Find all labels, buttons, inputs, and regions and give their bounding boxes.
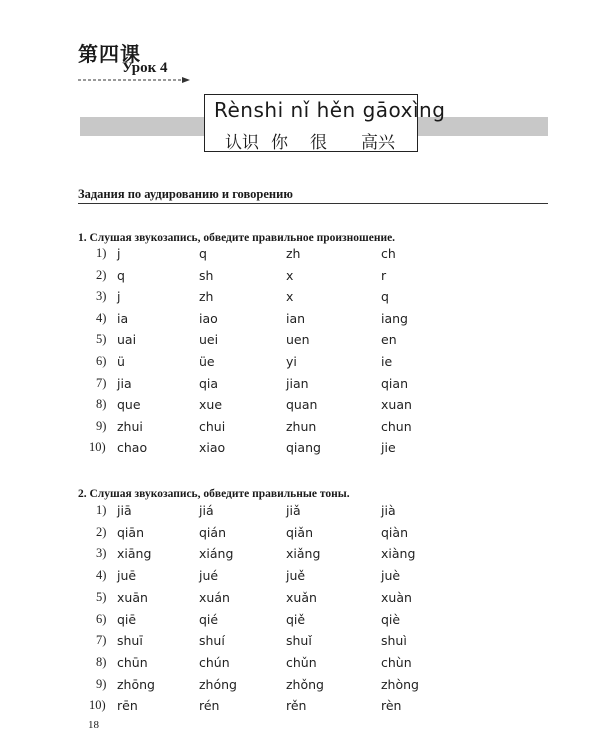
row-number: 10) [89, 698, 106, 713]
answer-option[interactable]: ch [381, 246, 396, 261]
answer-option[interactable]: que [117, 397, 141, 413]
answer-option[interactable]: zhōng [117, 676, 155, 692]
exercise-row [0, 289, 600, 309]
answer-option[interactable]: xuǎn [286, 589, 317, 605]
exercise-row [0, 397, 600, 417]
exercise-row [0, 612, 600, 632]
row-number: 9) [96, 418, 107, 433]
answer-option[interactable]: shuǐ [286, 633, 312, 649]
answer-option[interactable]: chun [381, 418, 412, 434]
lesson-title-russian: Урок 4 [122, 60, 168, 76]
answer-option[interactable]: qiān [117, 524, 144, 540]
exercise-row [0, 376, 600, 396]
answer-option[interactable]: yi [286, 354, 297, 369]
answer-option[interactable]: chún [199, 654, 230, 670]
answer-option[interactable]: qiè [381, 611, 401, 627]
exercise-row [0, 568, 600, 588]
answer-option[interactable]: ie [381, 354, 393, 369]
lesson-arrow-underline [78, 76, 190, 84]
answer-option[interactable]: jiá [199, 503, 214, 518]
answer-option[interactable]: ia [117, 310, 129, 326]
answer-option[interactable]: qiǎn [286, 524, 313, 540]
row-number: 7) [96, 375, 107, 390]
answer-option[interactable]: x [286, 289, 294, 305]
row-number: 10) [89, 440, 106, 455]
answer-option[interactable]: zh [199, 289, 214, 305]
answer-option[interactable]: j [117, 289, 121, 305]
answer-option[interactable]: uei [199, 332, 219, 348]
row-number: 5) [96, 332, 107, 347]
title-hanzi-ni: 你 [271, 133, 288, 153]
exercise-row [0, 503, 600, 523]
answer-option[interactable]: ian [286, 310, 306, 326]
answer-option[interactable]: jia [117, 375, 132, 391]
row-number: 6) [96, 611, 107, 626]
row-number: 1) [96, 246, 107, 260]
answer-option[interactable]: r [381, 267, 387, 283]
answer-option[interactable]: chui [199, 418, 226, 434]
answer-option[interactable]: jué [199, 568, 219, 584]
answer-option[interactable]: sh [199, 267, 214, 283]
exercise-row [0, 268, 600, 288]
answer-option[interactable]: rèn [381, 698, 402, 714]
section-heading: Задания по аудированию и говорению [78, 187, 293, 201]
row-number: 8) [96, 397, 107, 412]
answer-option[interactable]: xiǎng [286, 546, 321, 562]
answer-option[interactable]: chao [117, 440, 148, 456]
answer-option[interactable]: jià [381, 503, 396, 518]
answer-option[interactable]: q [199, 246, 207, 261]
answer-option[interactable]: juè [381, 568, 401, 584]
answer-option[interactable]: chūn [117, 654, 148, 670]
exercise-1-instruction: 1. Слушая звукозапись, обведите правильное произношение. [78, 232, 396, 244]
title-hanzi-renshi: 认识 [225, 133, 259, 153]
answer-option[interactable]: rěn [286, 698, 307, 714]
answer-option[interactable]: uen [286, 332, 310, 348]
exercise-row [0, 419, 600, 439]
answer-option[interactable]: iang [381, 310, 408, 326]
answer-option[interactable]: qia [199, 375, 219, 391]
exercise-row [0, 311, 600, 331]
answer-option[interactable]: qié [199, 611, 219, 627]
answer-option[interactable]: zhǒng [286, 676, 324, 692]
answer-option[interactable]: zhui [117, 418, 143, 434]
answer-option[interactable]: qián [199, 524, 226, 540]
row-number: 5) [96, 589, 107, 604]
answer-option[interactable]: zhóng [199, 676, 237, 692]
exercise-row [0, 440, 600, 460]
row-number: 3) [96, 289, 107, 304]
answer-option[interactable]: juě [286, 568, 306, 584]
answer-option[interactable]: q [381, 289, 389, 305]
row-number: 3) [96, 546, 107, 561]
answer-option[interactable]: iao [199, 310, 218, 326]
answer-option[interactable]: jian [286, 375, 309, 391]
answer-option[interactable]: xuàn [381, 589, 412, 605]
answer-option[interactable]: rén [199, 698, 220, 714]
title-pinyin: Rènshi nǐ hěn gāoxìng [214, 98, 446, 122]
answer-option[interactable]: xiāng [117, 546, 152, 562]
exercise-2-instruction: 2. Слушая звукозапись, обведите правильные тоны. [78, 488, 350, 500]
answer-option[interactable]: x [286, 267, 294, 283]
answer-option[interactable]: shuí [199, 633, 225, 649]
answer-option[interactable]: rēn [117, 698, 138, 714]
exercise-row [0, 354, 600, 374]
exercise-row [0, 633, 600, 653]
answer-option[interactable]: xiáng [199, 546, 234, 562]
answer-option[interactable]: xuan [381, 397, 412, 413]
row-number: 8) [96, 654, 107, 669]
answer-option[interactable]: shuī [117, 633, 143, 649]
answer-option[interactable]: xuān [117, 589, 148, 605]
answer-option[interactable]: shuì [381, 633, 407, 649]
answer-option[interactable]: jiā [117, 503, 132, 518]
answer-option[interactable]: üe [199, 354, 215, 369]
exercise-row [0, 525, 600, 545]
exercise-row [0, 590, 600, 610]
answer-option[interactable]: jie [381, 440, 396, 456]
answer-option[interactable]: uai [117, 332, 137, 348]
row-number: 1) [96, 503, 107, 517]
row-number: 2) [96, 524, 107, 539]
row-number: 2) [96, 267, 107, 282]
answer-option[interactable]: zhòng [381, 676, 419, 692]
answer-option[interactable]: xue [199, 397, 223, 413]
exercise-row [0, 655, 600, 675]
row-number: 7) [96, 633, 107, 648]
exercise-row [0, 246, 600, 266]
answer-option[interactable]: zhun [286, 418, 317, 434]
section-divider [78, 203, 548, 204]
answer-option[interactable]: zh [286, 246, 301, 261]
answer-option[interactable]: jiǎ [286, 503, 301, 518]
title-hanzi-hen: 很 [310, 133, 327, 153]
answer-option[interactable]: quan [286, 397, 318, 413]
answer-option[interactable]: xuán [199, 589, 230, 605]
title-hanzi-gaoxing: 高兴 [361, 133, 395, 153]
lesson-title-chinese: 第四课 [78, 42, 141, 66]
exercise-row [0, 332, 600, 352]
answer-option[interactable]: juē [117, 568, 137, 584]
answer-option[interactable]: en [381, 332, 397, 348]
exercise-row [0, 698, 600, 718]
answer-option[interactable]: chùn [381, 654, 412, 670]
row-number: 4) [96, 310, 107, 325]
row-number: 4) [96, 568, 107, 583]
answer-option[interactable]: j [117, 246, 121, 261]
answer-option[interactable]: qiě [286, 611, 306, 627]
exercise-row [0, 677, 600, 697]
answer-option[interactable]: qiē [117, 611, 137, 627]
answer-option[interactable]: qian [381, 375, 408, 391]
exercise-row [0, 546, 600, 566]
page-number: 18 [88, 719, 99, 731]
row-number: 6) [96, 354, 107, 368]
row-number: 9) [96, 676, 107, 691]
answer-option[interactable]: chǔn [286, 654, 317, 670]
answer-option[interactable]: ü [117, 354, 125, 369]
answer-option[interactable]: q [117, 267, 125, 283]
answer-option[interactable]: xiàng [381, 546, 416, 562]
answer-option[interactable]: xiao [199, 440, 226, 456]
answer-option[interactable]: qiang [286, 440, 321, 456]
answer-option[interactable]: qiàn [381, 524, 408, 540]
